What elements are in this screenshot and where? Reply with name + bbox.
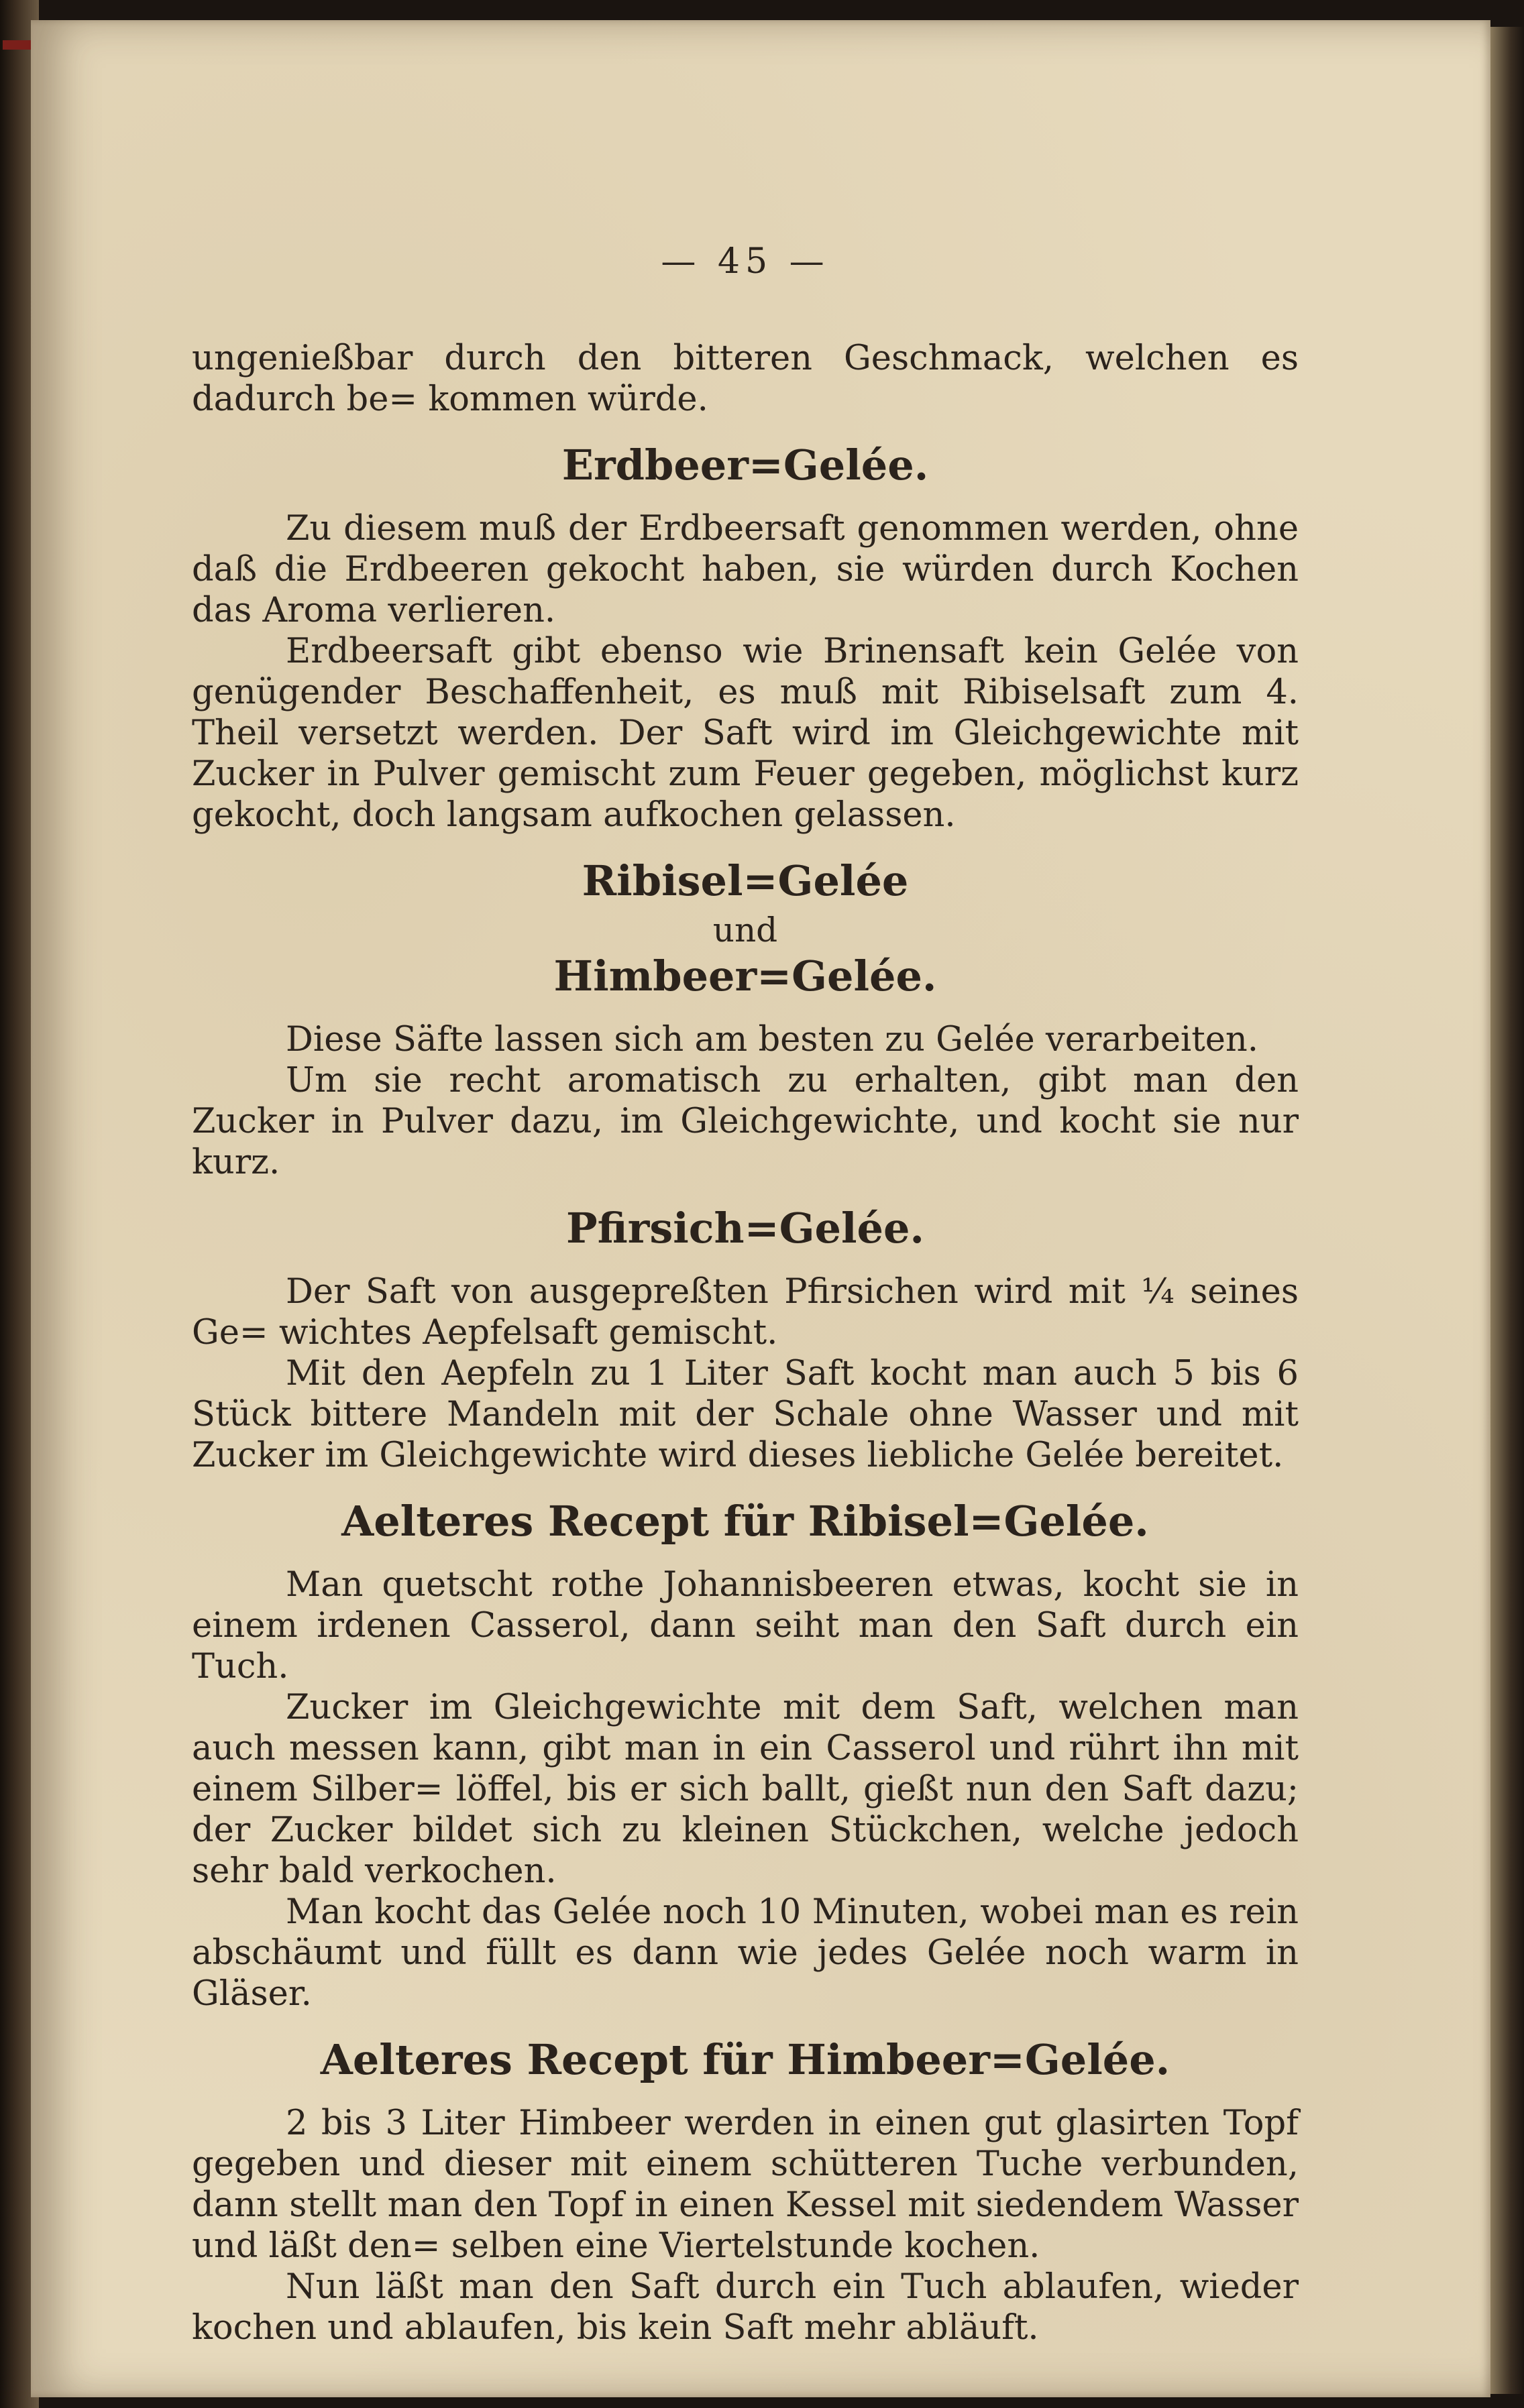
intro-paragraph: ungenießbar durch den bitteren Geschmack, welchen es dadurch be= kommen würde. [192,339,1299,419]
paragraph: Zucker im Gleichgewichte mit dem Saft, welchen man auch messen kann, gibt man in ein Casserol und rührt ihn mit einem Silber= löffel, bis er sich ballt, gießt nun den Saft dazu; der Zucker bildet sich zu kleinen Stückchen, welche jedoch sehr bald verkochen. [192,1688,1299,1891]
paragraph: Der Saft von ausgepreßten Pfirsichen wird mit ¼ seines Ge= wichtes Aepfelsaft gemischt. [192,1272,1299,1353]
heading-himbeer-gelee: Himbeer=Gelée. [553,952,937,1000]
heading-ribisel-gelee: Ribisel=Gelée [582,856,909,905]
heading-aelteres-recept-himbeer: Aelteres Recept für Himbeer=Gelée. [320,2035,1171,2084]
paragraph: Zu diesem muß der Erdbeersaft genommen werden, ohne daß die Erdbeeren gekocht haben, sie würden durch Kochen das Aroma verlieren. [192,509,1299,630]
page-text [192,213,1299,2348]
heading-aelteres-recept-ribisel: Aelteres Recept für Ribisel=Gelée. [341,1497,1149,1546]
page-number: — 45 — [661,241,830,282]
paragraph: Nun läßt man den Saft durch ein Tuch ablaufen, wieder kochen und ablaufen, bis kein Saft mehr abläuft. [192,2267,1299,2348]
heading-erdbeer-gelee: Erdbeer=Gelée. [561,441,929,490]
heading-pfirsich-gelee: Pfirsich=Gelée. [565,1204,925,1253]
heading-connector: und [712,911,778,950]
paragraph: Man kocht das Gelée noch 10 Minuten, wobei man es rein abschäumt und füllt es dann wie jedes Gelée noch warm in Gläser. [192,1892,1299,2014]
paragraph: Man quetscht rothe Johannisbeeren etwas, kocht sie in einem irdenen Casserol, dann seiht man den Saft durch ein Tuch. [192,1565,1299,1686]
page-edge [1490,27,1524,2394]
paragraph: 2 bis 3 Liter Himbeer werden in einen gut glasirten Topf gegeben und dieser mit einem schütteren Tuche verbunden, dann stellt man den Topf in einen Kessel mit siedendem Wasser und läßt den= selben eine Viertelstunde kochen. [192,2104,1299,2266]
paragraph: Diese Säfte lassen sich am besten zu Gelée verarbeiten. [286,1020,1258,1059]
paragraph: Um sie recht aromatisch zu erhalten, gibt man den Zucker in Pulver dazu, im Gleichgewichte, und kocht sie nur kurz. [192,1061,1299,1182]
paragraph: Erdbeersaft gibt ebenso wie Brinensaft kein Gelée von genügender Beschaffenheit, es muß mit Ribiselsaft zum 4. Theil versetzt werden. Der Saft wird im Gleichgewichte mit Zucker in Pulver gemischt zum Feuer gegeben, möglichst kurz gekocht, doch langsam aufkochen gelassen. [192,632,1299,835]
paragraph: Mit den Aepfeln zu 1 Liter Saft kocht man auch 5 bis 6 Stück bittere Mandeln mit der Schale ohne Wasser und mit Zucker im Gleichgewichte wird dieses liebliche Gelée bereitet. [192,1354,1299,1475]
